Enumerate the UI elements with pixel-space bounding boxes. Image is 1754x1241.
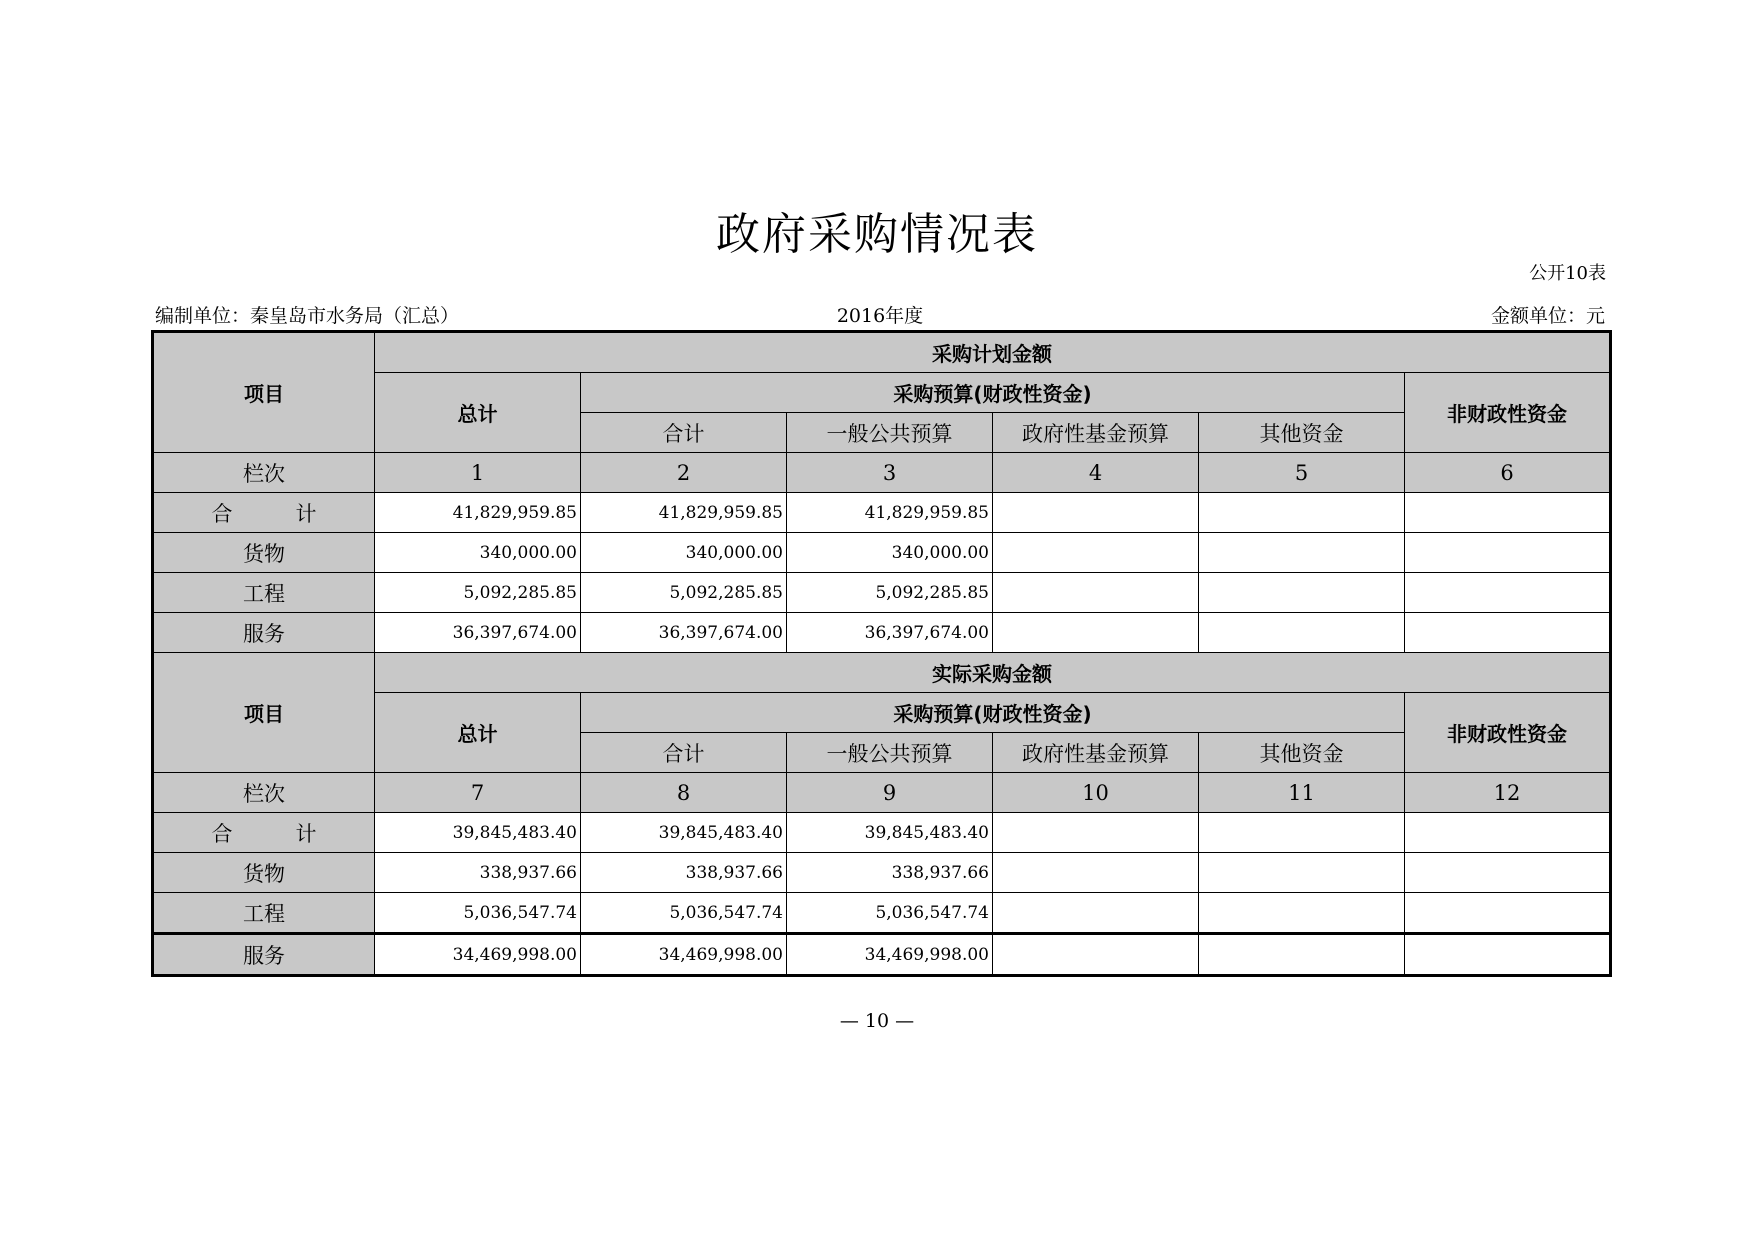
actual-col-label: 栏次 [153, 773, 375, 813]
table-row [153, 934, 1611, 976]
table-cell: 5,036,547.74 [375, 893, 581, 934]
table-cell: 36,397,674.00 [787, 613, 993, 653]
table-cell: 340,000.00 [581, 533, 787, 573]
table-cell [993, 573, 1199, 613]
plan-col-number: 1 [375, 453, 581, 493]
compiling-unit: 编制单位：秦皇岛市水务局（汇总） [155, 305, 460, 327]
table-cell [1405, 533, 1611, 573]
row-label: 工程 [153, 573, 375, 613]
plan-col-number: 6 [1405, 453, 1611, 493]
table-cell [993, 893, 1199, 934]
row-label: 服务 [153, 934, 375, 976]
plan-nonfiscal-header: 非财政性资金 [1405, 373, 1611, 453]
plan-subheader: 一般公共预算 [787, 413, 993, 453]
table-row [153, 893, 1611, 934]
table-cell [993, 934, 1199, 976]
table-cell: 41,829,959.85 [787, 493, 993, 533]
table-cell: 36,397,674.00 [581, 613, 787, 653]
table-cell [1405, 573, 1611, 613]
row-label: 货物 [153, 533, 375, 573]
table-row [153, 493, 1611, 533]
plan-col-label: 栏次 [153, 453, 375, 493]
table-cell [993, 533, 1199, 573]
actual-subheader: 政府性基金预算 [993, 733, 1199, 773]
table-cell [993, 493, 1199, 533]
actual-subheader: 其他资金 [1199, 733, 1405, 773]
table-cell [1199, 613, 1405, 653]
table-cell: 36,397,674.00 [375, 613, 581, 653]
plan-col-number: 4 [993, 453, 1199, 493]
table-row [153, 533, 1611, 573]
table-cell [993, 813, 1199, 853]
row-label: 服务 [153, 613, 375, 653]
row-label-total [153, 493, 375, 533]
table-cell: 338,937.66 [581, 853, 787, 893]
plan-total-header: 总计 [375, 373, 581, 453]
actual-col-number: 10 [993, 773, 1199, 813]
plan-subheader: 政府性基金预算 [993, 413, 1199, 453]
table-cell: 39,845,483.40 [375, 813, 581, 853]
table-cell: 338,937.66 [375, 853, 581, 893]
plan-col-number: 5 [1199, 453, 1405, 493]
table-cell [1199, 493, 1405, 533]
table-cell: 34,469,998.00 [581, 934, 787, 976]
table-cell [1405, 613, 1611, 653]
table-cell: 39,845,483.40 [787, 813, 993, 853]
table-cell: 41,829,959.85 [375, 493, 581, 533]
row-label-total [153, 813, 375, 853]
table-cell: 39,845,483.40 [581, 813, 787, 853]
table-row [153, 573, 1611, 613]
actual-col-number: 8 [581, 773, 787, 813]
actual-col-number: 7 [375, 773, 581, 813]
table-cell [1199, 573, 1405, 613]
actual-section-title: 实际采购金额 [375, 653, 1611, 693]
table-cell [993, 613, 1199, 653]
row-label-part: 合 [211, 821, 233, 846]
table-cell [993, 853, 1199, 893]
table-cell [1199, 533, 1405, 573]
plan-budget-header: 采购预算(财政性资金) [581, 373, 1405, 413]
table-cell [1405, 934, 1611, 976]
actual-nonfiscal-header: 非财政性资金 [1405, 693, 1611, 773]
row-label-part: 计 [295, 501, 317, 526]
plan-col-number: 2 [581, 453, 787, 493]
table-cell: 34,469,998.00 [375, 934, 581, 976]
table-cell [1199, 893, 1405, 934]
actual-subheader: 一般公共预算 [787, 733, 993, 773]
table-cell [1405, 493, 1611, 533]
table-cell: 5,036,547.74 [787, 893, 993, 934]
row-label-part: 合 [211, 501, 233, 526]
table-cell: 5,092,285.85 [375, 573, 581, 613]
currency-unit: 金额单位：元 [1490, 305, 1605, 327]
table-cell [1405, 813, 1611, 853]
form-number: 公开10表 [1529, 263, 1606, 284]
table-cell [1199, 853, 1405, 893]
table-row [153, 613, 1611, 653]
actual-col-number: 9 [787, 773, 993, 813]
actual-col-number: 12 [1405, 773, 1611, 813]
table-cell: 5,036,547.74 [581, 893, 787, 934]
plan-col-number: 3 [787, 453, 993, 493]
table-cell: 340,000.00 [375, 533, 581, 573]
table-cell [1199, 813, 1405, 853]
plan-subheader: 合计 [581, 413, 787, 453]
actual-budget-header: 采购预算(财政性资金) [581, 693, 1405, 733]
actual-subheader: 合计 [581, 733, 787, 773]
table-cell: 34,469,998.00 [787, 934, 993, 976]
row-label: 工程 [153, 893, 375, 934]
table-cell [1405, 853, 1611, 893]
actual-item-header: 项目 [153, 653, 375, 773]
table-cell: 5,092,285.85 [581, 573, 787, 613]
page-number: — 10 — [839, 1010, 915, 1032]
table-row [153, 813, 1611, 853]
fiscal-year: 2016年度 [836, 305, 924, 327]
table-row [153, 853, 1611, 893]
table-cell: 41,829,959.85 [581, 493, 787, 533]
actual-total-header: 总计 [375, 693, 581, 773]
table-cell [1405, 893, 1611, 934]
row-label-part: 计 [295, 821, 317, 846]
plan-item-header: 项目 [153, 332, 375, 453]
table-cell [1199, 934, 1405, 976]
table-cell: 5,092,285.85 [787, 573, 993, 613]
row-label: 货物 [153, 853, 375, 893]
table-cell: 340,000.00 [787, 533, 993, 573]
page-title: 政府采购情况表 [716, 209, 1038, 260]
procurement-table [151, 330, 1612, 977]
actual-col-number: 11 [1199, 773, 1405, 813]
table-cell: 338,937.66 [787, 853, 993, 893]
plan-section-title: 采购计划金额 [375, 332, 1611, 373]
plan-subheader: 其他资金 [1199, 413, 1405, 453]
